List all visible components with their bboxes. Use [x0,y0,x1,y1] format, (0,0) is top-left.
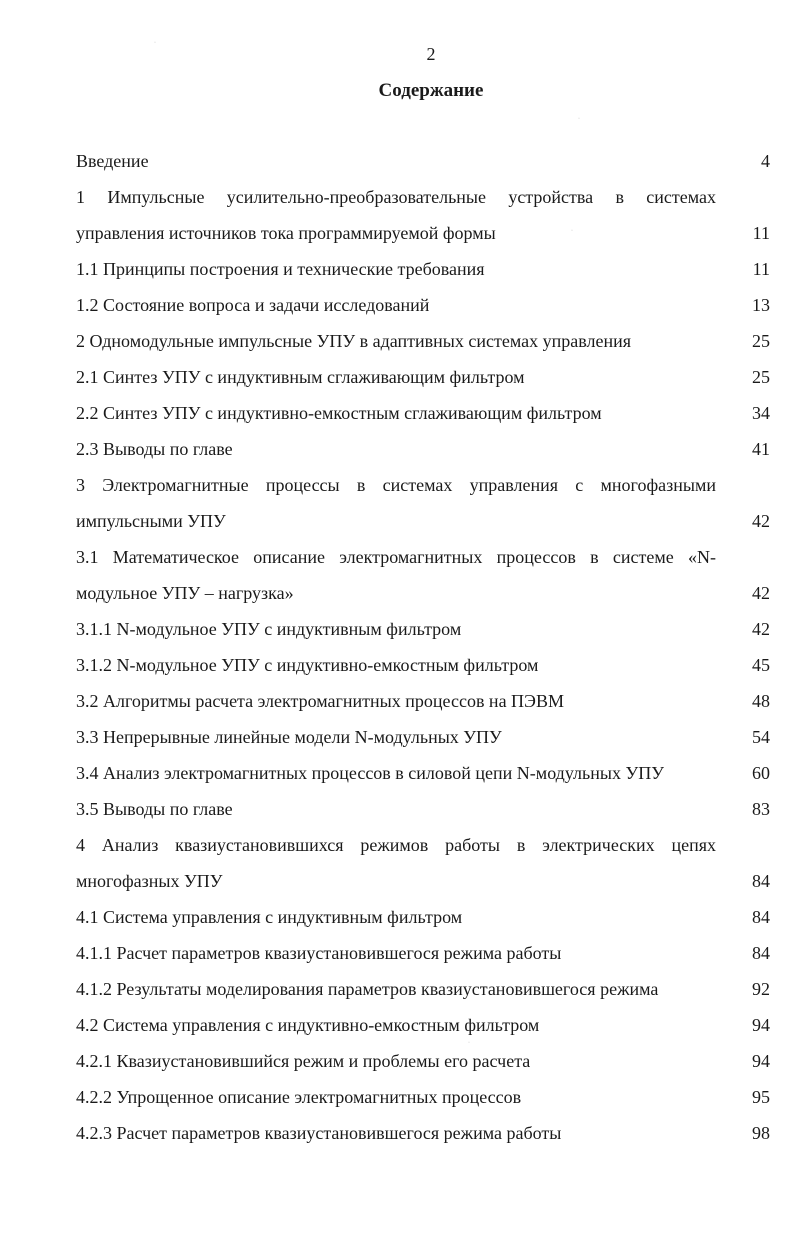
toc-entry [76,615,770,651]
toc-entry [76,543,770,615]
toc-entry [76,1047,770,1083]
toc-entry-text: 2.1 Синтез УПУ с индуктивным сглаживающим фильтром [76,367,525,387]
toc-entry [76,471,770,543]
toc-entry [76,147,770,183]
scan-speck: · [468,1040,470,1046]
toc-entry-text: 2.2 Синтез УПУ с индуктивно-емкостным сглаживающим фильтром [76,403,602,423]
toc-page-number: 42 [752,583,770,603]
toc-entry [76,1083,770,1119]
toc-entry [76,291,770,327]
toc-entry-text: управления источников тока программируемой формы [76,223,496,243]
toc-page-number: 25 [752,331,770,351]
toc-entry-text: 4 Анализ квазиустановившихся режимов работы в электрических цепях [76,835,716,855]
toc-entry [76,975,770,1011]
toc-entry [76,723,770,759]
toc-entry [76,1011,770,1047]
toc-page-number: 60 [752,763,770,783]
toc-entry-text: модульное УПУ – нагрузка» [76,583,294,603]
toc-page-number: 48 [752,691,770,711]
toc-entry-text: 3.3 Непрерывные линейные модели N-модульных УПУ [76,727,502,747]
toc-page-number: 41 [752,439,770,459]
toc-entry [76,255,770,291]
toc-entry [76,183,770,255]
toc-page-number: 42 [752,619,770,639]
toc-page-number: 84 [752,871,770,891]
toc-entry-text: 3.1 Математическое описание электромагнитных процессов в системе «N- [76,547,716,567]
toc-entry-text: 4.1.1 Расчет параметров квазиустановившегося режима работы [76,943,562,963]
toc-entry [76,327,770,363]
toc-entry-text: 4.2 Система управления с индуктивно-емкостным фильтром [76,1015,540,1035]
toc-page-number: 45 [752,655,770,675]
toc-entry-text: 3.1.1 N-модульное УПУ с индуктивным фильтром [76,619,462,639]
toc-entry-text: 3 Электромагнитные процессы в системах управления с многофазными [76,475,716,495]
toc-page-number: 13 [752,295,770,315]
toc-entry [76,939,770,975]
toc-page-number: 94 [752,1051,770,1071]
toc-entry-text: 3.4 Анализ электромагнитных процессов в силовой цепи N-модульных УПУ [76,763,664,783]
toc-page-number: 42 [752,511,770,531]
toc-page-number: 92 [752,979,770,999]
toc-entry-text: 1.1 Принципы построения и технические требования [76,259,485,279]
toc-entry [76,651,770,687]
toc-page-number: 54 [752,727,770,747]
toc-entry-text: 4.2.3 Расчет параметров квазиустановившегося режима работы [76,1123,562,1143]
toc-entry-text: 2.3 Выводы по главе [76,439,233,459]
toc-entry-text: многофазных УПУ [76,871,223,891]
toc-entry-text: 4.1 Система управления с индуктивным фильтром [76,907,463,927]
scan-speck: · [578,116,580,122]
toc-page-number: 84 [752,907,770,927]
toc-entry-text: 3.1.2 N-модульное УПУ с индуктивно-емкостным фильтром [76,655,539,675]
toc-page-number: 98 [752,1123,770,1143]
page-number: 2 [426,44,436,64]
toc-entry-text: 4.1.2 Результаты моделирования параметров квазиустановившегося режима [76,979,659,999]
table-of-contents [76,147,770,1155]
toc-entry [76,759,770,795]
toc-entry-text: 4.2.1 Квазиустановившийся режим и проблемы его расчета [76,1051,531,1071]
toc-entry [76,435,770,471]
toc-page-number: 84 [752,943,770,963]
toc-entry [76,903,770,939]
toc-entry [76,1119,770,1155]
toc-page-number: 11 [752,223,770,243]
toc-entry [76,363,770,399]
toc-entry [76,795,770,831]
toc-page-number: 94 [752,1015,770,1035]
toc-page-number: 4 [761,151,770,171]
toc-entry-text: 4.2.2 Упрощенное описание электромагнитных процессов [76,1087,522,1107]
toc-entry-text: 1 Импульсные усилительно-преобразовательные устройства в системах [76,187,716,207]
toc-entry [76,399,770,435]
toc-page-number: 25 [752,367,770,387]
toc-entry-text: 2 Одномодульные импульсные УПУ в адаптивных системах управления [76,331,631,351]
toc-page-number: 83 [752,799,770,819]
toc-entry [76,687,770,723]
toc-entry-text: 3.5 Выводы по главе [76,799,233,819]
toc-page-number: 95 [752,1087,770,1107]
scan-speck: · [571,228,573,234]
toc-entry-text: 3.2 Алгоритмы расчета электромагнитных процессов на ПЭВМ [76,691,564,711]
toc-entry-text: импульсными УПУ [76,511,226,531]
toc-page-number: 34 [752,403,770,423]
toc-entry-text: Введение [76,151,149,171]
toc-entry-text: 1.2 Состояние вопроса и задачи исследований [76,295,430,315]
page-title: Содержание [378,80,484,101]
toc-page-number: 11 [752,259,770,279]
scan-speck: · [154,40,156,46]
toc-entry [76,831,770,903]
